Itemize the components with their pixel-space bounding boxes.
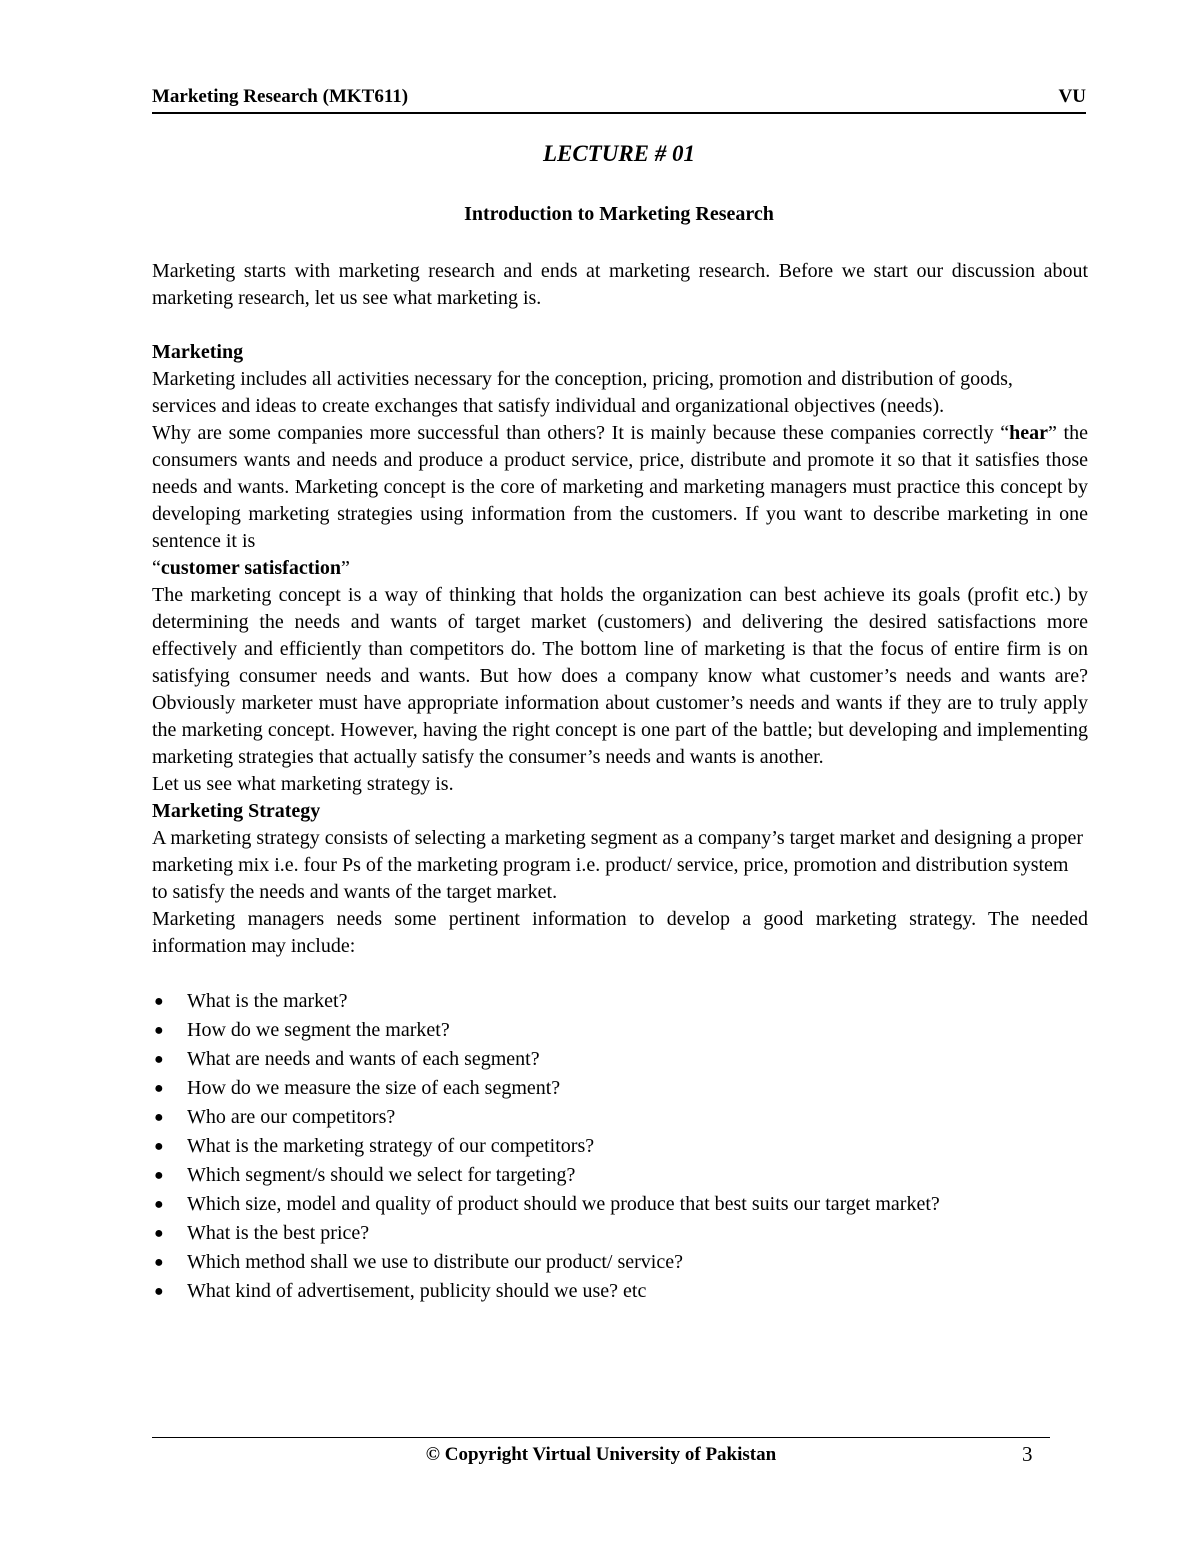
list-item-text: What are needs and wants of each segment? xyxy=(187,1048,540,1070)
bullet-icon: ● xyxy=(154,1022,164,1039)
list-item-text: Who are our competitors? xyxy=(187,1106,396,1128)
course-title: Marketing Research (MKT611) xyxy=(152,86,409,107)
list-item xyxy=(152,1074,1088,1103)
questions-list xyxy=(152,987,1088,1306)
why-text-after: ” the consumers wants and needs and produce a product service, price, distribute and promote it so that it satisfies those needs and wants. Marketing concept is the core of marketing and marketing managers must practice this concept by developing marketing strategies using information from the customers. If you want to describe marketing in one sentence it is xyxy=(152,422,1088,552)
strategy-heading: Marketing Strategy xyxy=(152,800,321,822)
bullet-icon: ● xyxy=(154,1167,164,1184)
list-item xyxy=(152,1045,1088,1074)
footer-divider xyxy=(152,1437,1050,1438)
list-item xyxy=(152,1219,1088,1248)
why-text-before: Why are some companies more successful than others? It is mainly because these companies correctly “ xyxy=(152,422,1010,444)
list-item xyxy=(152,1103,1088,1132)
why-paragraph xyxy=(152,420,1088,555)
strategy-lead-in: Let us see what marketing strategy is. xyxy=(152,773,454,795)
list-item-text: What is the marketing strategy of our competitors? xyxy=(187,1135,595,1157)
satisfaction-close-quote: ” xyxy=(341,557,350,579)
list-item-text: How do we measure the size of each segment? xyxy=(187,1077,561,1099)
list-item xyxy=(152,1132,1088,1161)
bullet-icon: ● xyxy=(154,1254,164,1271)
list-item-text: Which segment/s should we select for targeting? xyxy=(187,1164,576,1186)
list-item-text: How do we segment the market? xyxy=(187,1019,450,1041)
marketing-heading: Marketing xyxy=(152,341,244,363)
intro-paragraph: Marketing starts with marketing research and ends at marketing research. Before we start our discussion about marketing research, let us see what marketing is. xyxy=(152,260,1088,309)
list-item xyxy=(152,1016,1088,1045)
document-body xyxy=(152,258,1088,1306)
satisfaction-line xyxy=(152,555,1088,582)
list-item-text: Which size, model and quality of product should we produce that best suits our target market? xyxy=(187,1193,940,1215)
spacer xyxy=(152,960,1088,987)
concept-paragraph: The marketing concept is a way of thinking that holds the organization can best achieve its goals (profit etc.) by determining the needs and wants of target market (customers) and delivering the desired satisfactions more effectively and efficiently than competitors do. The bottom line of marketing is that the focus of entire firm is on satisfying consumer needs and wants. But how does a company know what customer’s needs and wants are? Obviously marketer must have appropriate information about customer’s needs and wants if they are to truly apply the marketing concept. However, having the right concept is one part of the battle; but developing and implementing marketing strategies that actually satisfy the consumer’s needs and wants is another. xyxy=(152,584,1088,768)
bullet-icon: ● xyxy=(154,1225,164,1242)
strategy-definition: A marketing strategy consists of selecting a marketing segment as a company’s target market and designing a proper marketing mix i.e. four Ps of the marketing program i.e. product/ service, price, promotion and distribution system to satisfy the needs and wants of the target market. xyxy=(152,827,1084,903)
spacer xyxy=(152,312,1088,339)
info-intro: Marketing managers needs some pertinent information to develop a good marketing strategy. The needed information may include: xyxy=(152,908,1088,957)
list-item xyxy=(152,1277,1088,1306)
satisfaction-open-quote: “ xyxy=(152,557,161,579)
bullet-icon: ● xyxy=(154,1051,164,1068)
list-item xyxy=(152,1190,1088,1219)
page-header xyxy=(152,86,1086,114)
bullet-icon: ● xyxy=(154,1196,164,1213)
bullet-icon: ● xyxy=(154,1109,164,1126)
section-title: Introduction to Marketing Research xyxy=(464,203,774,225)
list-item-text: What kind of advertisement, publicity should we use? etc xyxy=(187,1280,647,1302)
marketing-definition: Marketing includes all activities necessary for the conception, pricing, promotion and distribution of goods, services and ideas to create exchanges that satisfy individual and organizational objectives (needs). xyxy=(152,368,1013,417)
list-item xyxy=(152,1161,1088,1190)
bullet-icon: ● xyxy=(154,1283,164,1300)
bullet-icon: ● xyxy=(154,1138,164,1155)
copyright-notice: © Copyright Virtual University of Pakistan xyxy=(425,1444,777,1465)
institution-label: VU xyxy=(1058,86,1086,107)
page-number: 3 xyxy=(1022,1442,1033,1466)
list-item xyxy=(152,1248,1088,1277)
list-item xyxy=(152,987,1088,1016)
list-item-text: Which method shall we use to distribute our product/ service? xyxy=(187,1251,683,1273)
list-item-text: What is the best price? xyxy=(187,1222,370,1244)
why-bold-term: hear xyxy=(1009,422,1049,444)
bullet-icon: ● xyxy=(154,1080,164,1097)
satisfaction-bold: customer satisfaction xyxy=(160,557,342,579)
bullet-icon: ● xyxy=(154,993,164,1010)
lecture-title: LECTURE # 01 xyxy=(542,141,696,166)
list-item-text: What is the market? xyxy=(187,990,348,1012)
